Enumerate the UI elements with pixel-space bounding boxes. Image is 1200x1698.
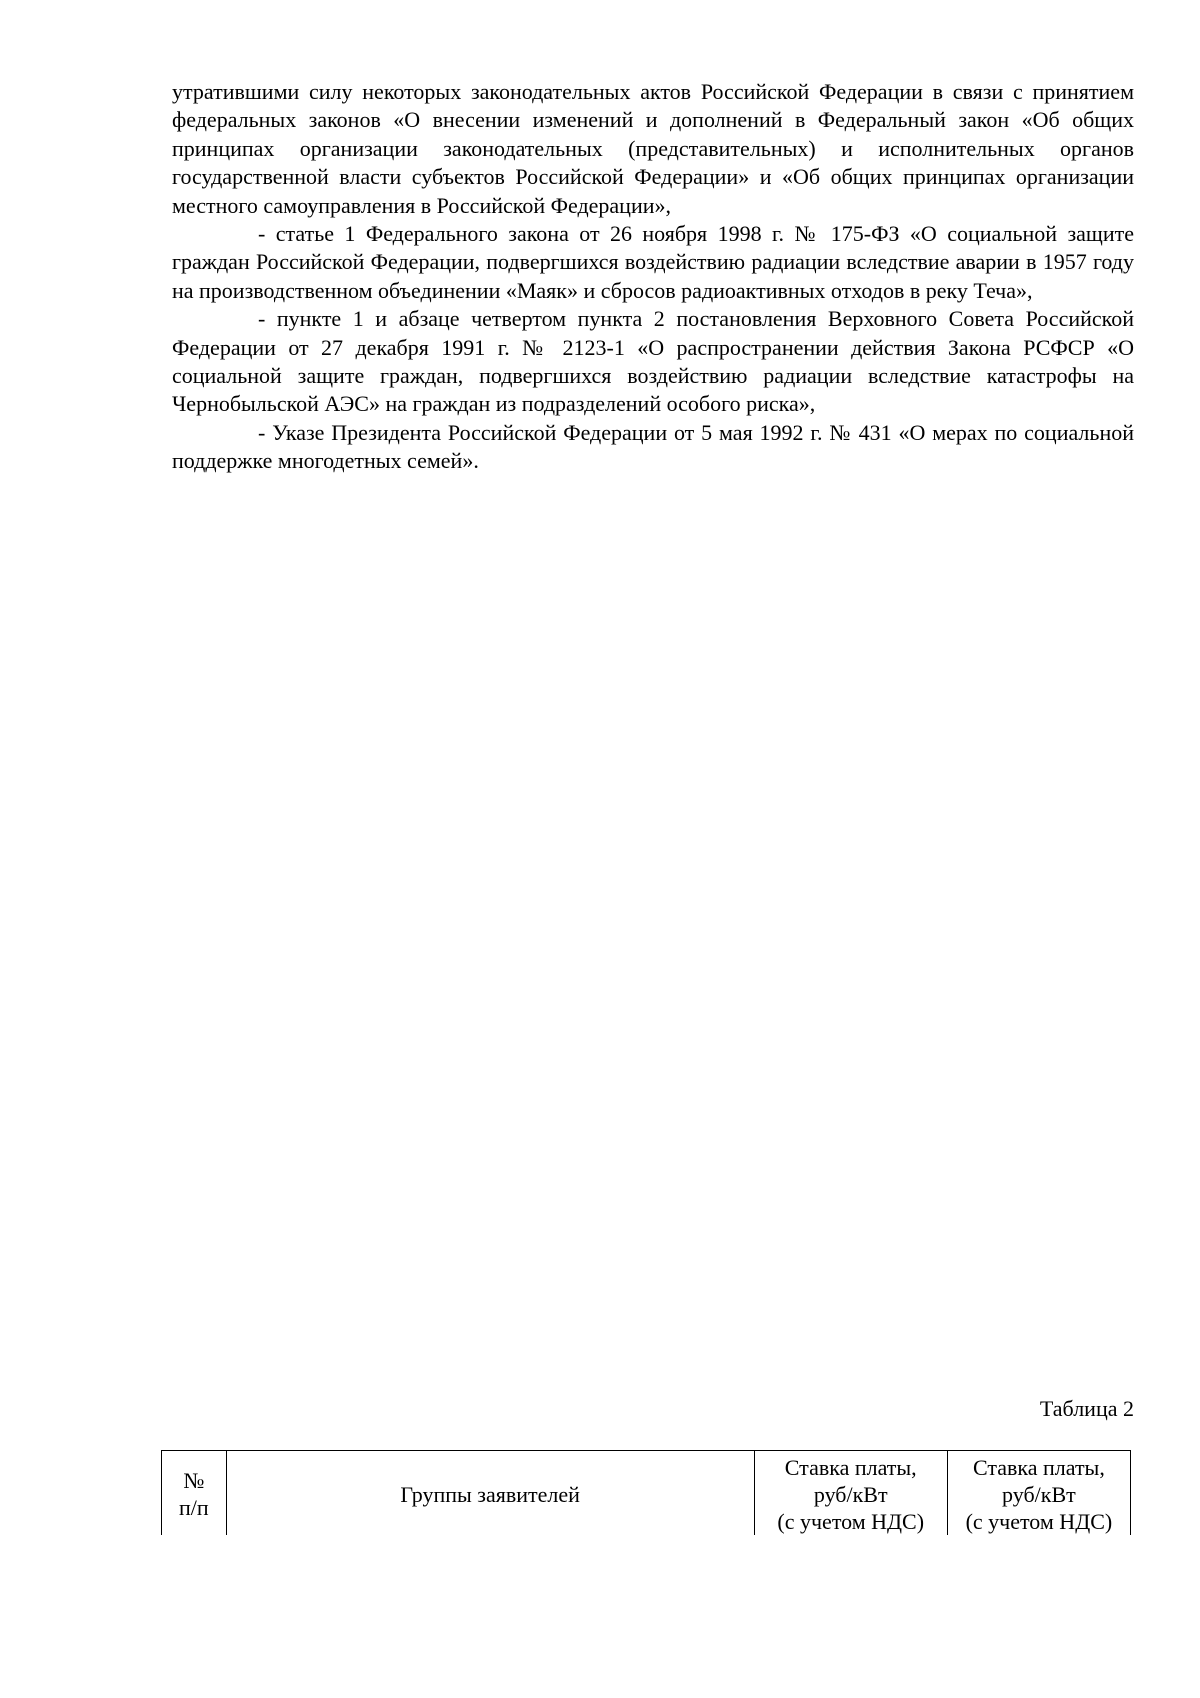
header-number [162,1451,227,1536]
header-applicant-groups-label: Группы заявителей [400,1481,580,1507]
table-header [162,1451,1131,1536]
header-rate-2-line1: Ставка платы, [972,1454,1105,1480]
header-rate-2 [947,1451,1130,1536]
header-number-line1: № [183,1468,205,1493]
paragraph-article-1-law-175fz: - статье 1 Федерального закона от 26 ноября 1998 г. № 175-ФЗ «О социальной защите граждан Российской Федерации, подвергшихся воздействию радиации вследствие аварии в 1957 году на производственном объединении «Маяк» и сбросов радиоактивных отходов в реку Теча», [172,221,1134,303]
paragraph-decree-431: - Указе Президента Российской Федерации от 5 мая 1992 г. № 431 «О мерах по социальной поддержке многодетных семей». [172,419,1134,474]
rate-table [161,1450,1131,1535]
header-number-line2: п/п [179,1495,209,1520]
header-rate-1-line2: руб/кВт [813,1481,888,1507]
paragraph-repealed-acts: утратившими силу некоторых законодательных актов Российской Федерации в связи с принятием федеральных законов «О внесении изменений и дополнений в Федеральный закон «Об общих принципах организации законодательных (представительных) и исполнительных органов государственной власти субъектов Российской Федерации» и «Об общих принципах организации местного самоуправления в Российской Федерации», [172,79,1134,218]
paragraph-resolution-2123-1: - пункте 1 и абзаце четвертом пункта 2 постановления Верховного Совета Российской Федерации от 27 декабря 1991 г. № 2123-1 «О распространении действия Закона РСФСР «О социальной защите граждан, подвергшихся воздействию радиации вследствие катастрофы на Чернобыльской АЭС» на граждан из подразделений особого риска», [172,306,1134,417]
header-rate-2-line2: руб/кВт [1002,1481,1076,1507]
table-header-row [162,1451,1131,1536]
header-rate-1-line3: (с учетом НДС) [777,1508,925,1534]
header-rate-2-line3: (с учетом НДС) [965,1508,1113,1534]
header-rate-1-line1: Ставка платы, [784,1454,917,1480]
header-rate-1 [754,1451,947,1536]
header-applicant-groups [226,1451,754,1536]
table-caption: Таблица 2 [1039,1396,1134,1421]
document-body [172,78,1134,476]
